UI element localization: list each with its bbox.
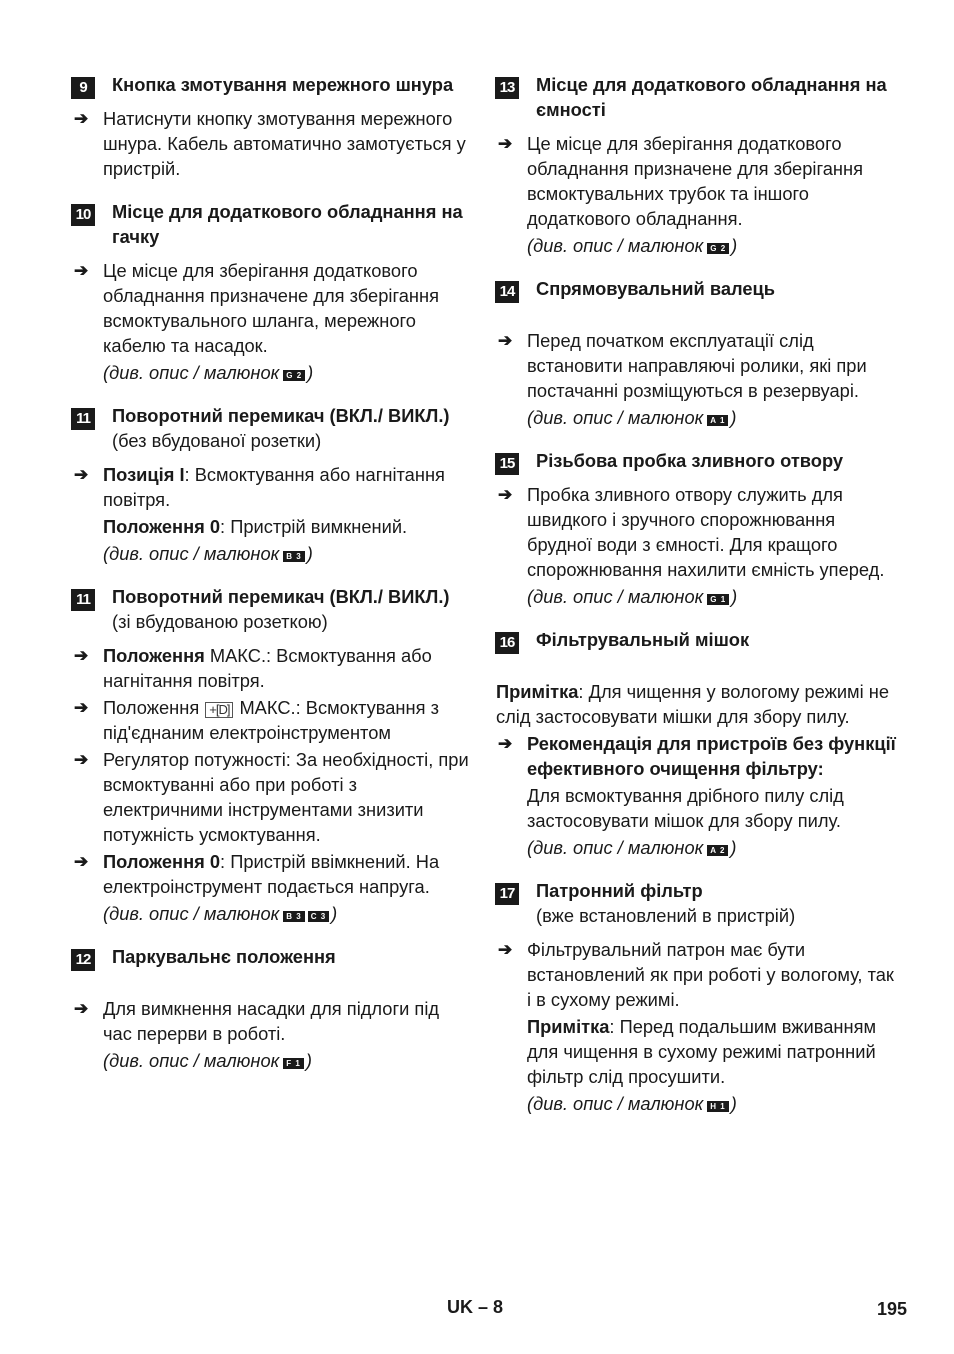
arrow-icon: ➔: [74, 750, 89, 769]
figure-reference: (див. опис / малюнок F 1 ): [103, 1050, 312, 1071]
paragraph: Для всмоктування дрібного пилу слід застосовувати мішок для збору пилу.: [527, 785, 844, 831]
figure-reference: (див. опис / малюнок B 3 ): [103, 543, 313, 564]
section-13: [496, 72, 896, 258]
power-tool-socket-icon: +[D]: [205, 702, 233, 718]
section-number: 12: [72, 950, 94, 970]
section-number: 13: [496, 78, 518, 98]
left-column: [72, 72, 472, 1073]
section-number: 10: [72, 205, 94, 225]
list-item: ➔ Це місце для зберігання додаткового обладнання призначене для зберігання всмоктувальних трубок та іншого додаткового обладнання.: [498, 133, 863, 229]
arrow-icon: ➔: [498, 134, 513, 153]
section-subtitle: (зі вбудованою розеткою): [112, 611, 328, 632]
section-title: Місце для додаткового обладнання на гачку: [112, 201, 463, 247]
right-column: [496, 72, 896, 1116]
section-9: [72, 72, 472, 181]
arrow-icon: ➔: [498, 940, 513, 959]
list-item: ➔ Положення +[D] МАКС.: Всмоктування з під'єднаним електроінструментом: [74, 697, 439, 743]
section-number: 11: [72, 590, 94, 610]
section-15: [496, 448, 896, 609]
section-number: 11: [72, 409, 94, 429]
section-title: Паркувальнє положення: [112, 946, 336, 967]
section-number: 9: [72, 78, 94, 98]
list-item: ➔ Позиція I: Всмоктування або нагнітання повітря.: [74, 464, 445, 510]
figure-reference: (див. опис / малюнок G 2 ): [527, 235, 738, 256]
section-11-with-socket: [72, 584, 472, 926]
figure-badge: B 3: [283, 551, 304, 562]
list-item: ➔ Рекомендація для пристроїв без функції ефективного очищення фільтру:: [498, 733, 896, 779]
figure-reference: (див. опис / малюнок A 2 ): [527, 837, 737, 858]
arrow-icon: ➔: [498, 485, 513, 504]
page-number: 195: [877, 1299, 908, 1319]
section-number: 16: [496, 633, 518, 653]
section-title: Патронний фільтр: [536, 880, 703, 901]
list-item: ➔ Фільтрувальний патрон має бути встановлений як при роботі у вологому, так і в сухому режимі.: [498, 939, 894, 1010]
section-10: [72, 199, 472, 385]
figure-badge: G 2: [707, 243, 729, 254]
list-item: ➔ Регулятор потужності: За необхідності, при всмоктуванні або при роботі з електричними інструментами знизити потужність усмоктування.: [74, 749, 469, 845]
section-title: Спрямовувальний валець: [536, 278, 776, 299]
section-title: Місце для додаткового обладнання на ємності: [536, 74, 887, 120]
section-title: Кнопка змотування мережного шнура: [112, 74, 454, 95]
arrow-icon: ➔: [74, 261, 89, 280]
list-item: ➔ Це місце для зберігання додаткового обладнання призначене для зберігання всмоктувального шланга, мережного кабелю та насадок.: [74, 260, 439, 356]
paragraph: Примітка: Перед подальшим вживанням для чищення в сухому режимі патронний фільтр слід просушити.: [527, 1016, 877, 1087]
list-item: ➔ Пробка зливного отвору служить для швидкого і зручного спорожнювання брудної води з ємності. Для кращого спорожнювання нахилити ємність уперед.: [498, 484, 885, 580]
arrow-icon: ➔: [74, 109, 89, 128]
arrow-icon: ➔: [498, 331, 513, 350]
arrow-icon: ➔: [74, 852, 89, 871]
arrow-icon: ➔: [74, 698, 89, 717]
figure-badge: A 2: [707, 845, 728, 856]
figure-reference: (див. опис / малюнок G 1 ): [527, 586, 738, 607]
section-16: [496, 627, 896, 860]
list-item: ➔ Положення 0: Пристрій ввімкнений. На електроінструмент подається напруга.: [74, 851, 440, 897]
figure-badge: H 1: [707, 1101, 728, 1112]
section-title: Різьбова пробка зливного отвору: [536, 450, 844, 471]
figure-reference: (див. опис / малюнок B 3 C 3 ): [103, 903, 338, 924]
section-11-without-socket: [72, 403, 472, 566]
figure-reference: (див. опис / малюнок G 2 ): [103, 362, 314, 383]
list-item: ➔ Натиснути кнопку змотування мережного шнура. Кабель автоматично замотується у пристрій.: [74, 108, 466, 179]
page-language-label: UK – 8: [447, 1297, 504, 1317]
section-title: Фільтрувальный мішок: [536, 629, 750, 650]
section-17: [496, 878, 896, 1116]
section-number: 17: [496, 884, 518, 904]
section-number: 15: [496, 454, 518, 474]
list-item: ➔ Перед початком експлуатації слід встановити направляючі ролики, які при постачанні розміщуються в резервуарі.: [498, 330, 867, 401]
arrow-icon: ➔: [74, 999, 89, 1018]
arrow-icon: ➔: [74, 465, 89, 484]
section-14: [496, 276, 896, 430]
figure-badge: F 1: [283, 1058, 304, 1069]
arrow-icon: ➔: [74, 646, 89, 665]
figure-badge: B 3: [283, 911, 304, 922]
section-subtitle: (без вбудованої розетки): [112, 430, 322, 451]
section-12: [72, 944, 472, 1073]
figure-badge: G 2: [283, 370, 305, 381]
arrow-icon: ➔: [498, 734, 513, 753]
note-paragraph: Примітка: Для чищення у вологому режимі не слід застосовувати мішки для збору пилу.: [496, 681, 890, 727]
figure-reference: (див. опис / малюнок A 1 ): [527, 407, 737, 428]
section-title: Поворотний перемикач (ВКЛ./ ВИКЛ.): [112, 405, 450, 426]
section-title: Поворотний перемикач (ВКЛ./ ВИКЛ.): [112, 586, 450, 607]
paragraph: Положення 0: Пристрій вимкнений.: [103, 516, 408, 537]
figure-badge: C 3: [308, 911, 329, 922]
section-subtitle: (вже встановлений в пристрій): [536, 905, 796, 926]
section-number: 14: [496, 282, 518, 302]
figure-badge: A 1: [707, 415, 728, 426]
list-item: ➔ Для вимкнення насадки для підлоги під час перерви в роботі.: [74, 998, 440, 1044]
figure-reference: (див. опис / малюнок H 1 ): [527, 1093, 737, 1114]
list-item: ➔ Положення МАКС.: Всмоктування або нагнітання повітря.: [74, 645, 432, 691]
figure-badge: G 1: [707, 594, 729, 605]
